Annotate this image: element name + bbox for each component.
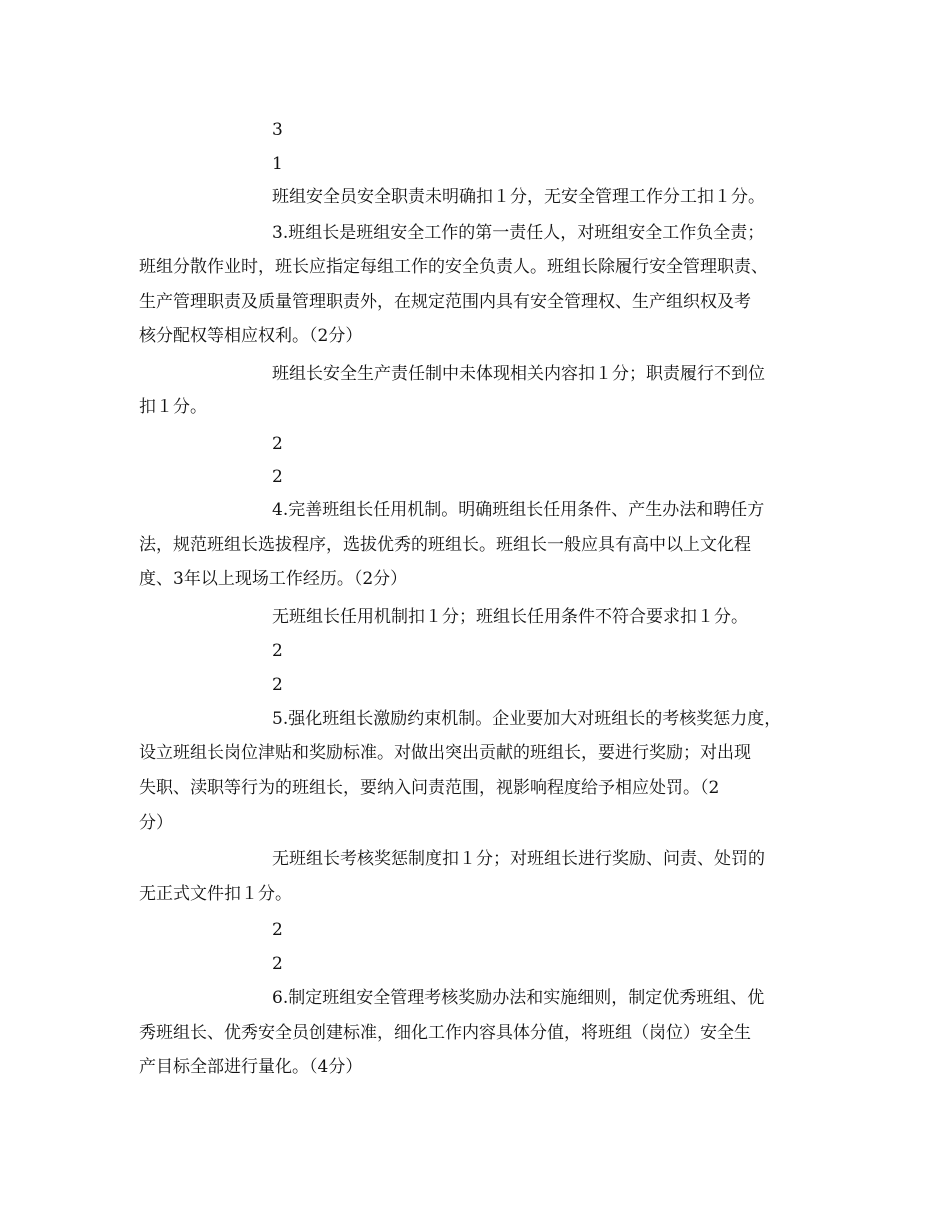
paragraph-first-line: 4.完善班组长任用机制。明确班组长任用条件、产生办法和聘任方 — [272, 500, 765, 520]
paragraph-line: 生产管理职责及质量管理职责外，在规定范围内具有安全管理权、生产组织权及考 — [139, 292, 751, 312]
paragraph-first-line: 无班组长任用机制扣１分；班组长任用条件不符合要求扣１分。 — [272, 607, 748, 627]
paragraph-line: 法，规范班组长选拔程序，选拔优秀的班组长。班组长一般应具有高中以上文化程 — [139, 535, 751, 555]
score-value: 2 — [272, 467, 283, 487]
paragraph-first-line: 6.制定班组安全管理考核奖励办法和实施细则，制定优秀班组、优 — [272, 988, 765, 1008]
paragraph-line: 无正式文件扣１分。 — [139, 884, 292, 904]
paragraph-line: 扣１分。 — [139, 397, 207, 417]
paragraph-line: 秀班组长、优秀安全员创建标准，细化工作内容具体分值，将班组（岗位）安全生 — [139, 1023, 751, 1043]
paragraph-line: 失职、渎职等行为的班组长，要纳入问责范围，视影响程度给予相应处罚。（2 — [139, 778, 720, 798]
paragraph-first-line: 无班组长考核奖惩制度扣１分；对班组长进行奖励、问责、处罚的 — [272, 849, 765, 869]
score-value: 2 — [272, 920, 283, 940]
paragraph-first-line: 班组长安全生产责任制中未体现相关内容扣１分；职责履行不到位 — [272, 364, 765, 384]
paragraph-line: 度、3年以上现场工作经历。（2分） — [139, 569, 408, 589]
paragraph-first-line: 班组安全员安全职责未明确扣１分，无安全管理工作分工扣１分。 — [272, 187, 765, 207]
score-value: 1 — [272, 154, 283, 174]
score-value: 2 — [272, 641, 283, 661]
paragraph-line: 班组分散作业时，班长应指定每组工作的安全负责人。班组长除履行安全管理职责、 — [139, 257, 768, 277]
score-value: 3 — [272, 120, 283, 140]
paragraph-first-line: 3.班组长是班组安全工作的第一责任人，对班组安全工作负全责； — [272, 223, 765, 243]
score-value: 2 — [272, 434, 283, 454]
score-value: 2 — [272, 675, 283, 695]
paragraph-line: 分） — [139, 813, 173, 833]
score-value: 2 — [272, 954, 283, 974]
paragraph-first-line: 5.强化班组长激励约束机制。企业要加大对班组长的考核奖惩力度， — [272, 709, 782, 729]
paragraph-line: 核分配权等相应权利。（2分） — [139, 326, 363, 346]
paragraph-line: 设立班组长岗位津贴和奖励标准。对做出突出贡献的班组长，要进行奖励；对出现 — [139, 743, 751, 763]
paragraph-line: 产目标全部进行量化。（4分） — [139, 1057, 363, 1077]
